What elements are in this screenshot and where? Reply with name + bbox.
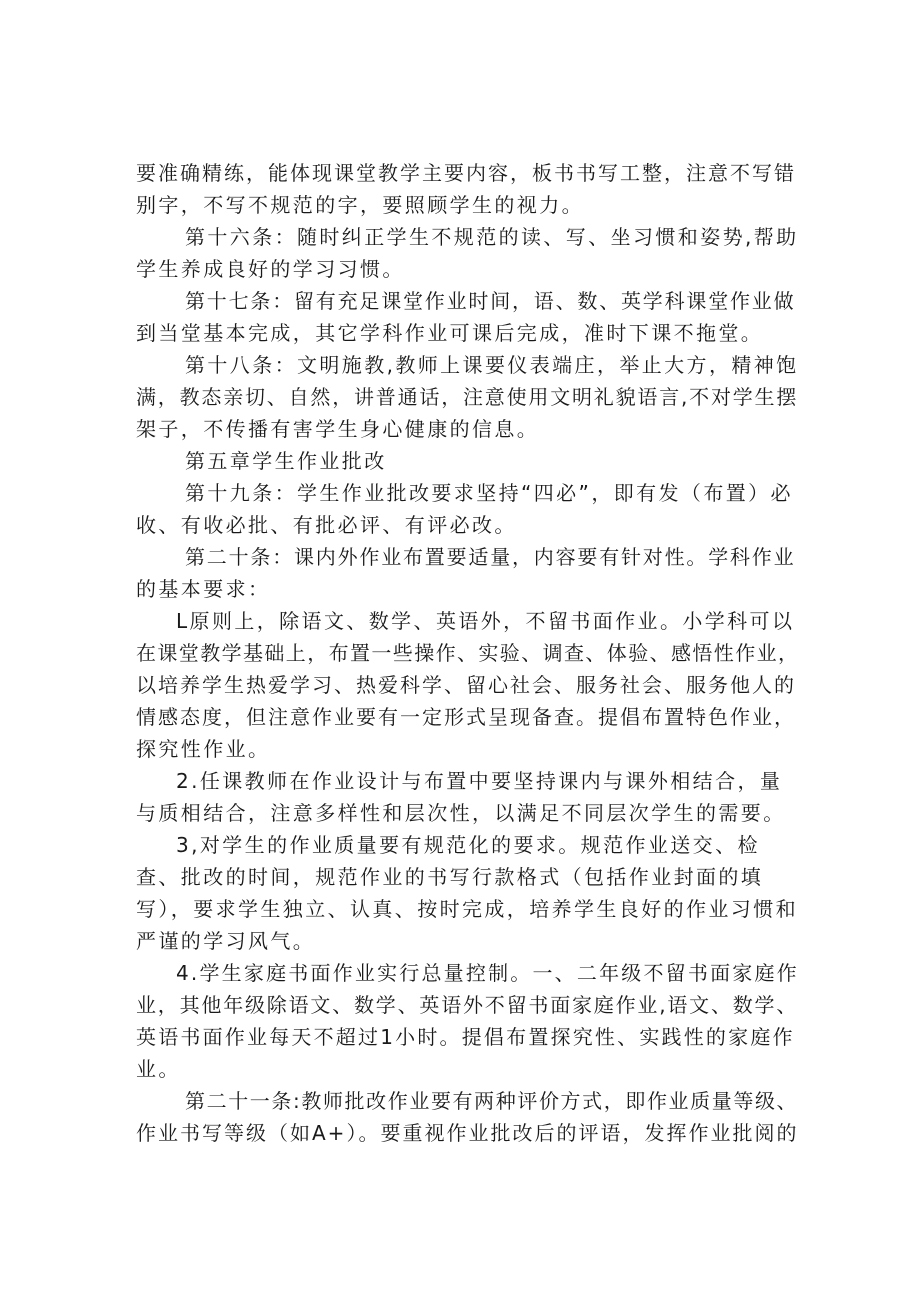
text-line: 英语书面作业每天不超过1小时。提倡布置探究性、实践性的家庭作 <box>136 1025 795 1049</box>
text-line: 收、有收必批、有批必评、有评必改。 <box>136 513 517 537</box>
text-line: 在课堂教学基础上，布置一些操作、实验、调查、体验、感悟性作业， <box>136 641 800 665</box>
text-line: L原则上，除语文、数学、英语外，不留书面作业。小学科可以 <box>176 609 795 633</box>
text-line: 探究性作业。 <box>136 737 271 761</box>
text-line: 第十七条：留有充足课堂作业时间，语、数、英学科课堂作业做 <box>185 289 796 313</box>
text-line: 作业书写等级（如A+）。要重视作业批改后的评语，发挥作业批阅的 <box>136 1121 799 1145</box>
text-line: 第二十条：课内外作业布置要适量，内容要有针对性。学科作业 <box>185 545 796 569</box>
text-line: 业，其他年级除语文、数学、英语外不留书面家庭作业,语文、数学、 <box>136 993 799 1017</box>
text-line: 学生养成良好的学习习惯。 <box>136 257 405 281</box>
text-line: 架子，不传播有害学生身心健康的信息。 <box>136 417 540 441</box>
text-line: 情感态度，但注意作业要有一定形式呈现备查。提倡布置特色作业， <box>136 705 796 729</box>
text-line: 满，教态亲切、自然，讲普通话，注意使用文明礼貌语言,不对学生摆 <box>136 385 799 409</box>
text-line: 第二十一条:教师批改作业要有两种评价方式，即作业质量等级、 <box>185 1089 799 1113</box>
text-line: 的基本要求： <box>136 577 271 601</box>
text-line: 第十八条：文明施教,教师上课要仪表端庄，举止大方，精神饱 <box>185 353 799 377</box>
chapter-heading: 第五章学生作业批改 <box>185 449 387 473</box>
text-line: 2.任课教师在作业设计与布置中要坚持课内与课外相结合，量 <box>176 769 783 793</box>
text-line: 与质相结合，注意多样性和层次性，以满足不同层次学生的需要。 <box>136 801 786 825</box>
text-line: 以培养学生热爱学习、热爱科学、留心社会、服务社会、服务他人的 <box>136 673 796 697</box>
text-line: 严谨的学习风气。 <box>136 929 316 953</box>
text-line: 到当堂基本完成，其它学科作业可课后完成，准时下课不拖堂。 <box>136 321 764 345</box>
text-line: 写），要求学生独立、认真、按时完成，培养学生良好的作业习惯和 <box>136 897 798 921</box>
text-line: 别字，不写不规范的字，要照顾学生的视力。 <box>136 193 584 217</box>
text-line: 业。 <box>136 1057 181 1081</box>
text-line: 查、批改的时间，规范作业的书写行款格式（包括作业封面的填 <box>136 865 764 889</box>
text-line: 第十九条：学生作业批改要求坚持“四必”，即有发（布置）必 <box>185 481 793 505</box>
text-line: 要准确精练，能体现课堂教学主要内容，板书书写工整，注意不写错 <box>136 161 796 185</box>
text-line: 4.学生家庭书面作业实行总量控制。一、二年级不留书面家庭作 <box>176 961 799 985</box>
text-line: 3,对学生的作业质量要有规范化的要求。规范作业送交、检 <box>176 833 760 857</box>
text-line: 第十六条：随时纠正学生不规范的读、写、坐习惯和姿势,帮助 <box>185 225 799 249</box>
